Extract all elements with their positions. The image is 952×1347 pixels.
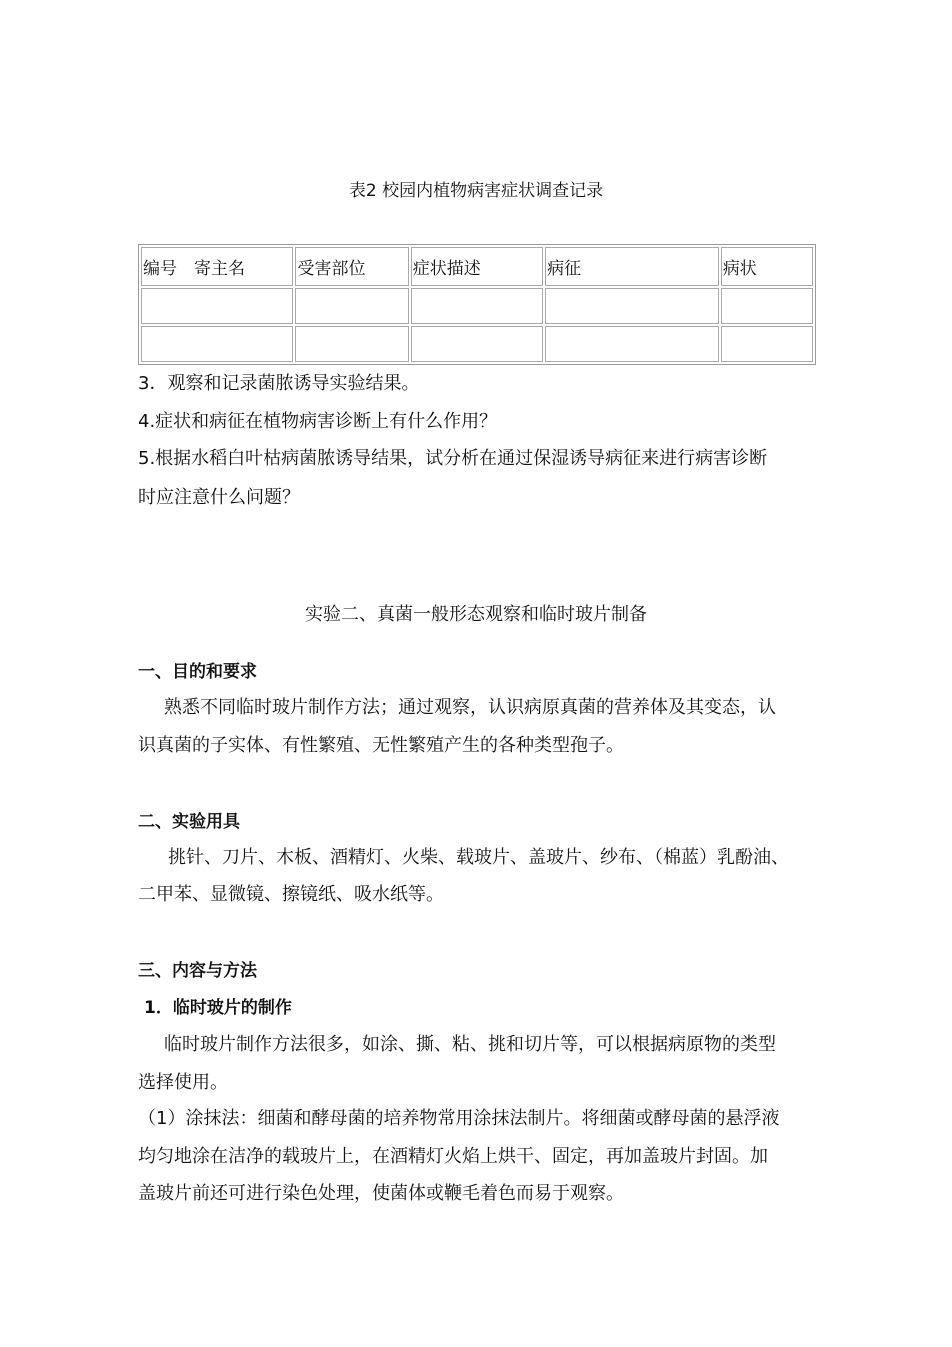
question-5-line-1: 5.根据水稻白叶枯病菌脓诱导结果，试分析在通过保湿诱导病征来进行病害诊断	[138, 448, 768, 469]
table-cell	[141, 326, 293, 362]
header-id-host: 编号 寄主名	[141, 247, 293, 286]
table-cell	[411, 288, 543, 324]
table-cell	[545, 326, 719, 362]
table-cell	[411, 326, 543, 362]
section-1-line-2: 识真菌的子实体、有性繁殖、无性繁殖产生的各种类型孢子。	[138, 735, 624, 756]
table-header-row	[141, 247, 813, 286]
question-4: 4.症状和病征在植物病害诊断上有什么作用？	[138, 411, 498, 432]
table-cell	[141, 288, 293, 324]
section-3-intro-line-2: 选择使用。	[138, 1072, 228, 1093]
header-sign: 病征	[545, 247, 719, 286]
header-symptom: 病状	[721, 247, 813, 286]
section-3-heading: 三、内容与方法	[138, 961, 257, 981]
section-2-heading: 二、实验用具	[138, 812, 240, 832]
table-cell	[295, 288, 408, 324]
section-2-line-1: 挑针、刀片、木板、酒精灯、火柴、载玻片、盖玻片、纱布、（棉蓝）乳酚油、	[168, 847, 789, 868]
section-1-line-1: 熟悉不同临时玻片制作方法；通过观察，认识病原真菌的营养体及其变态，认	[164, 697, 776, 718]
table-cell	[545, 288, 719, 324]
table-caption: 表2 校园内植物病害症状调查记录	[348, 181, 604, 201]
table-cell	[295, 326, 408, 362]
section-3-intro-line-1: 临时玻片制作方法很多，如涂、撕、粘、挑和切片等，可以根据病原物的类型	[164, 1034, 776, 1055]
header-affected-part: 受害部位	[295, 247, 408, 286]
section-1-heading: 一、目的和要求	[138, 662, 257, 682]
table-cell	[721, 326, 813, 362]
table-cell	[721, 288, 813, 324]
symptom-survey-table	[138, 244, 816, 365]
smear-method-line-2: 均匀地涂在洁净的载玻片上，在酒精灯火焰上烘干、固定，再加盖玻片封固。加	[138, 1146, 768, 1167]
table-row	[141, 288, 813, 324]
experiment-title: 实验二、真菌一般形态观察和临时玻片制备	[305, 604, 647, 625]
table-row	[141, 326, 813, 362]
section-2-line-2: 二甲苯、显微镜、擦镜纸、吸水纸等。	[138, 884, 444, 905]
header-symptom-description: 症状描述	[411, 247, 543, 286]
question-3: 3．观察和记录菌脓诱导实验结果。	[138, 373, 420, 394]
smear-method-line-3: 盖玻片前还可进行染色处理，使菌体或鞭毛着色而易于观察。	[138, 1183, 624, 1204]
question-5-line-2: 时应注意什么问题？	[138, 487, 300, 508]
subsection-1-heading: 1．临时玻片的制作	[144, 998, 292, 1018]
smear-method-line-1: （1）涂抹法：细菌和酵母菌的培养物常用涂抹法制片。将细菌或酵母菌的悬浮液	[138, 1108, 780, 1129]
